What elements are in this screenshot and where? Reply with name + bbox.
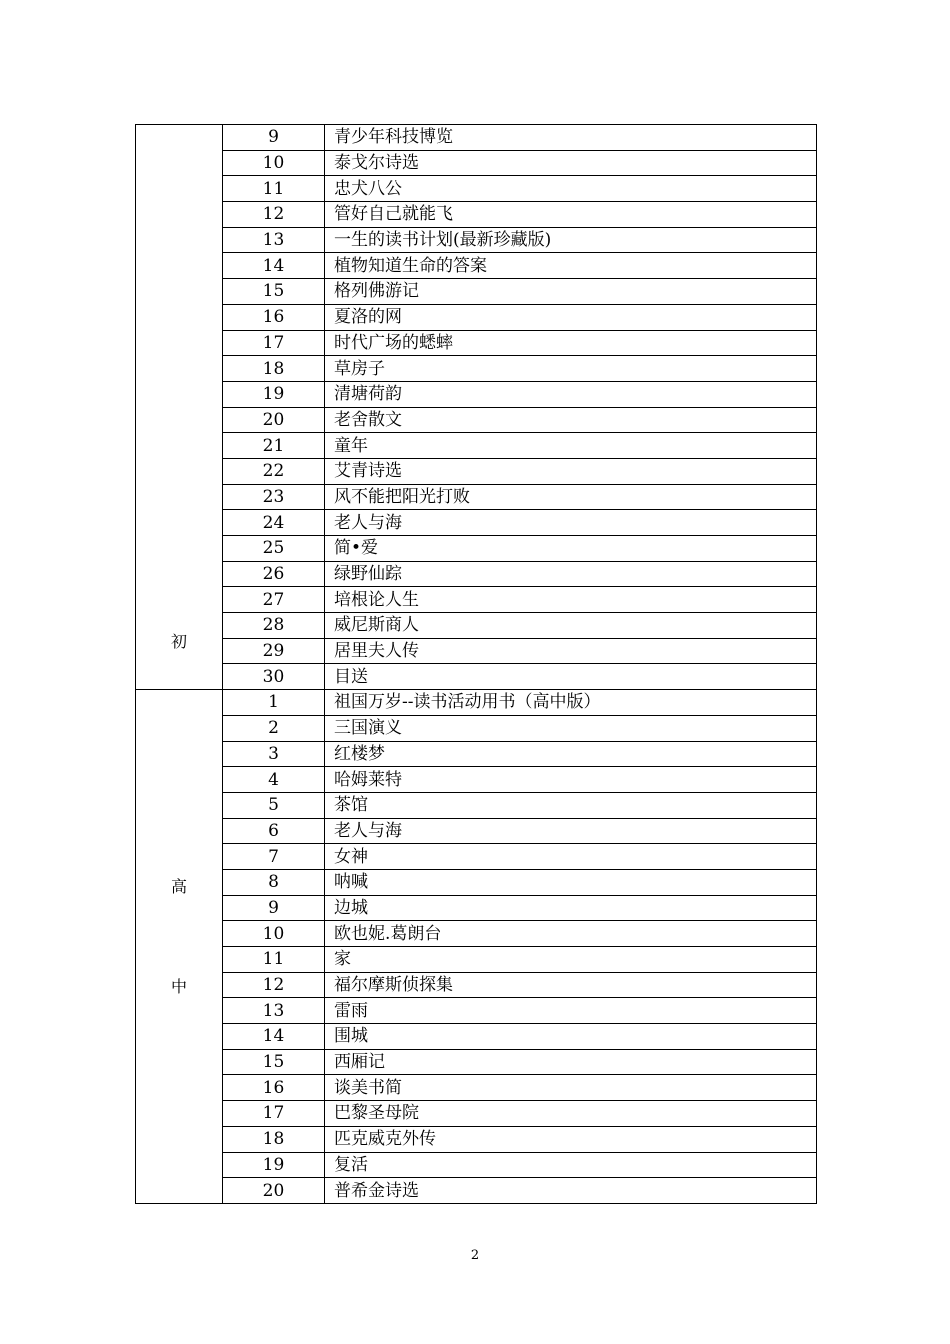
book-number: 6 [223, 818, 325, 844]
book-title: 欧也妮.葛朗台 [325, 921, 817, 947]
table-row [136, 356, 817, 382]
table-row [136, 510, 817, 536]
table-row [136, 1075, 817, 1101]
table-row [136, 279, 817, 305]
book-number: 13 [223, 227, 325, 253]
book-number: 14 [223, 253, 325, 279]
book-number: 22 [223, 458, 325, 484]
book-number: 16 [223, 304, 325, 330]
table-row [136, 227, 817, 253]
book-number: 20 [223, 1178, 325, 1204]
table-row [136, 561, 817, 587]
book-number: 12 [223, 972, 325, 998]
book-title: 茶馆 [325, 792, 817, 818]
table-row [136, 433, 817, 459]
book-number: 10 [223, 150, 325, 176]
table-row [136, 381, 817, 407]
book-title: 格列佛游记 [325, 279, 817, 305]
book-number: 15 [223, 1049, 325, 1075]
book-number: 19 [223, 1152, 325, 1178]
book-title: 一生的读书计划(最新珍藏版) [325, 227, 817, 253]
book-number: 26 [223, 561, 325, 587]
table-row [136, 1024, 817, 1050]
level-label-char: 中 [170, 977, 187, 997]
book-number: 11 [223, 176, 325, 202]
book-title: 巴黎圣母院 [325, 1101, 817, 1127]
table-row [136, 921, 817, 947]
book-title: 夏洛的网 [325, 304, 817, 330]
table-row [136, 613, 817, 639]
book-title: 艾青诗选 [325, 458, 817, 484]
book-title: 草房子 [325, 356, 817, 382]
book-title: 居里夫人传 [325, 638, 817, 664]
book-title: 风不能把阳光打败 [325, 484, 817, 510]
table-row [136, 844, 817, 870]
table-row [136, 715, 817, 741]
book-number: 25 [223, 536, 325, 562]
book-number: 21 [223, 433, 325, 459]
book-title: 谈美书简 [325, 1075, 817, 1101]
book-title: 老舍散文 [325, 407, 817, 433]
book-number: 23 [223, 484, 325, 510]
book-number: 24 [223, 510, 325, 536]
book-title: 福尔摩斯侦探集 [325, 972, 817, 998]
book-number: 28 [223, 613, 325, 639]
book-number: 4 [223, 767, 325, 793]
book-title: 青少年科技博览 [325, 125, 817, 151]
book-title: 简•爱 [325, 536, 817, 562]
table-row [136, 972, 817, 998]
table-row [136, 895, 817, 921]
book-number: 27 [223, 587, 325, 613]
book-number: 7 [223, 844, 325, 870]
book-number: 16 [223, 1075, 325, 1101]
book-title: 清塘荷韵 [325, 381, 817, 407]
book-number: 30 [223, 664, 325, 690]
book-number: 5 [223, 792, 325, 818]
book-number: 13 [223, 998, 325, 1024]
level-label-char: 高 [170, 877, 187, 897]
book-title: 老人与海 [325, 510, 817, 536]
table-row [136, 587, 817, 613]
book-number: 12 [223, 202, 325, 228]
book-title: 培根论人生 [325, 587, 817, 613]
book-title: 围城 [325, 1024, 817, 1050]
table-row [136, 1126, 817, 1152]
book-title: 西厢记 [325, 1049, 817, 1075]
book-title: 泰戈尔诗选 [325, 150, 817, 176]
table-row [136, 1101, 817, 1127]
table-row [136, 1152, 817, 1178]
book-title: 威尼斯商人 [325, 613, 817, 639]
book-title: 老人与海 [325, 818, 817, 844]
table-row [136, 792, 817, 818]
book-title: 家 [325, 947, 817, 973]
book-title: 目送 [325, 664, 817, 690]
table-row [136, 998, 817, 1024]
level-label-char: 初 [170, 632, 187, 651]
book-number: 3 [223, 741, 325, 767]
book-title: 哈姆莱特 [325, 767, 817, 793]
book-title: 匹克威克外传 [325, 1126, 817, 1152]
book-title: 红楼梦 [325, 741, 817, 767]
table-row [136, 202, 817, 228]
table-row [136, 947, 817, 973]
table-row [136, 767, 817, 793]
book-number: 17 [223, 1101, 325, 1127]
book-number: 2 [223, 715, 325, 741]
book-title: 三国演义 [325, 715, 817, 741]
table-row [136, 253, 817, 279]
book-title: 复活 [325, 1152, 817, 1178]
page-number: 2 [470, 1248, 480, 1263]
table-row [136, 869, 817, 895]
book-title: 时代广场的蟋蟀 [325, 330, 817, 356]
book-title: 祖国万岁--读书活动用书（高中版） [325, 690, 817, 716]
table-row [136, 690, 817, 716]
book-number: 14 [223, 1024, 325, 1050]
book-title: 管好自己就能飞 [325, 202, 817, 228]
book-title: 呐喊 [325, 869, 817, 895]
table-row [136, 1178, 817, 1204]
book-title: 普希金诗选 [325, 1178, 817, 1204]
table-row [136, 664, 817, 690]
table-row [136, 407, 817, 433]
table-row [136, 150, 817, 176]
book-number: 18 [223, 1126, 325, 1152]
book-title: 边城 [325, 895, 817, 921]
book-title: 女神 [325, 844, 817, 870]
book-number: 10 [223, 921, 325, 947]
book-number: 1 [223, 690, 325, 716]
book-title: 绿野仙踪 [325, 561, 817, 587]
table-row [136, 1049, 817, 1075]
book-number: 20 [223, 407, 325, 433]
table-row [136, 536, 817, 562]
table-row [136, 818, 817, 844]
book-number: 9 [223, 125, 325, 151]
book-number: 15 [223, 279, 325, 305]
table-row [136, 484, 817, 510]
level-cell-senior [136, 690, 223, 1204]
book-title: 植物知道生命的答案 [325, 253, 817, 279]
book-number: 19 [223, 381, 325, 407]
book-title: 忠犬八公 [325, 176, 817, 202]
table-row [136, 304, 817, 330]
book-number: 9 [223, 895, 325, 921]
book-title: 雷雨 [325, 998, 817, 1024]
book-title: 童年 [325, 433, 817, 459]
table-row [136, 125, 817, 151]
book-number: 18 [223, 356, 325, 382]
table-row [136, 330, 817, 356]
table-row [136, 638, 817, 664]
table-row [136, 176, 817, 202]
reading-list-table [135, 124, 817, 1204]
level-cell-junior [136, 125, 223, 690]
book-number: 8 [223, 869, 325, 895]
table-row [136, 741, 817, 767]
reading-list-body [136, 125, 817, 1204]
table-row [136, 458, 817, 484]
book-number: 29 [223, 638, 325, 664]
book-number: 17 [223, 330, 325, 356]
book-number: 11 [223, 947, 325, 973]
